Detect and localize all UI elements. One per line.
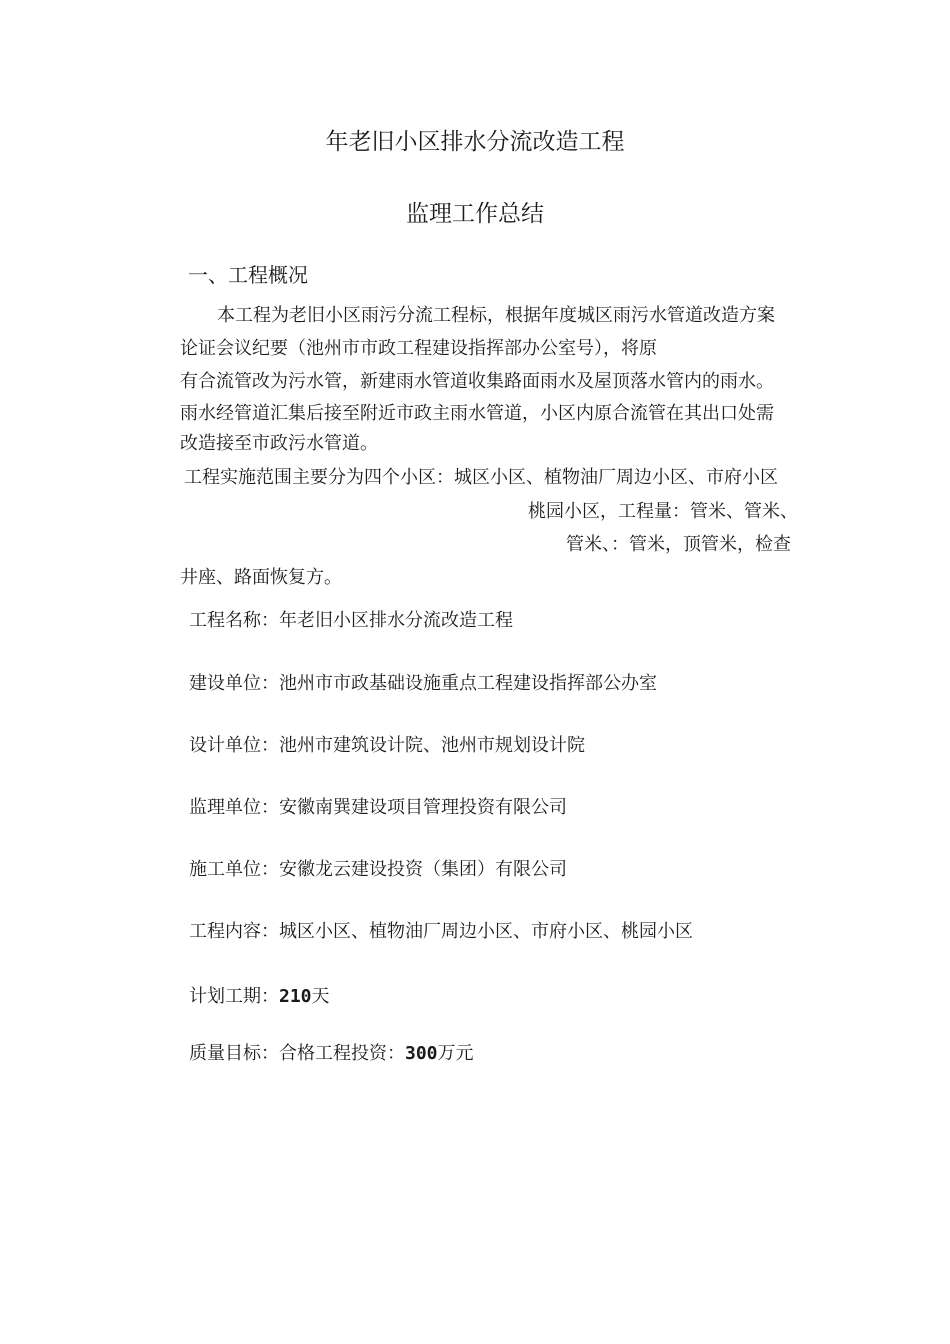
quality-label: 质量目标：合格工程投资： (189, 1043, 405, 1064)
overview-line-9: 井座、路面恢复方。 (180, 567, 342, 588)
duration-value: 210 (279, 986, 312, 1007)
design-unit: 设计单位：池州市建筑设计院、池州市规划设计院 (189, 735, 585, 756)
duration-label: 计划工期： (189, 986, 279, 1007)
overview-line-6: 工程实施范围主要分为四个小区：城区小区、植物油厂周边小区、市府小区 (184, 467, 778, 488)
supervision-unit: 监理单位：安徽南巽建设项目管理投资有限公司 (189, 797, 567, 818)
quality-target (189, 1042, 474, 1066)
overview-line-4: 雨水经管道汇集后接至附近市政主雨水管道，小区内原合流管在其出口处需 (180, 403, 774, 424)
overview-line-7: 桃园小区，工程量：管米、管米、 (528, 501, 798, 522)
overview-line-1: 本工程为老旧小区雨污分流工程标，根据年度城区雨污水管道改造方案 (217, 305, 775, 326)
project-name: 工程名称：年老旧小区排水分流改造工程 (189, 610, 513, 631)
overview-line-8: 管米、：管米，顶管米，检查 (566, 534, 791, 555)
overview-line-2: 论证会议纪要（池州市市政工程建设指挥部办公室号），将原 (180, 338, 657, 359)
duration-unit: 天 (311, 986, 330, 1007)
planned-duration (189, 985, 330, 1009)
section-heading: 一、工程概况 (188, 263, 308, 287)
builder-unit: 建设单位：池州市市政基础设施重点工程建设指挥部公办室 (189, 673, 657, 694)
investment-value: 300 (405, 1043, 438, 1064)
project-content: 工程内容：城区小区、植物油厂周边小区、市府小区、桃园小区 (189, 921, 693, 942)
overview-line-5: 改造接至市政污水管道。 (180, 433, 378, 454)
overview-line-3: 有合流管改为污水管，新建雨水管道收集路面雨水及屋顶落水管内的雨水。 (180, 371, 774, 392)
construction-unit: 施工单位：安徽龙云建设投资（集团）有限公司 (189, 859, 567, 880)
document-subtitle: 监理工作总结 (406, 201, 544, 227)
investment-unit: 万元 (437, 1043, 474, 1064)
document-title: 年老旧小区排水分流改造工程 (325, 129, 625, 155)
